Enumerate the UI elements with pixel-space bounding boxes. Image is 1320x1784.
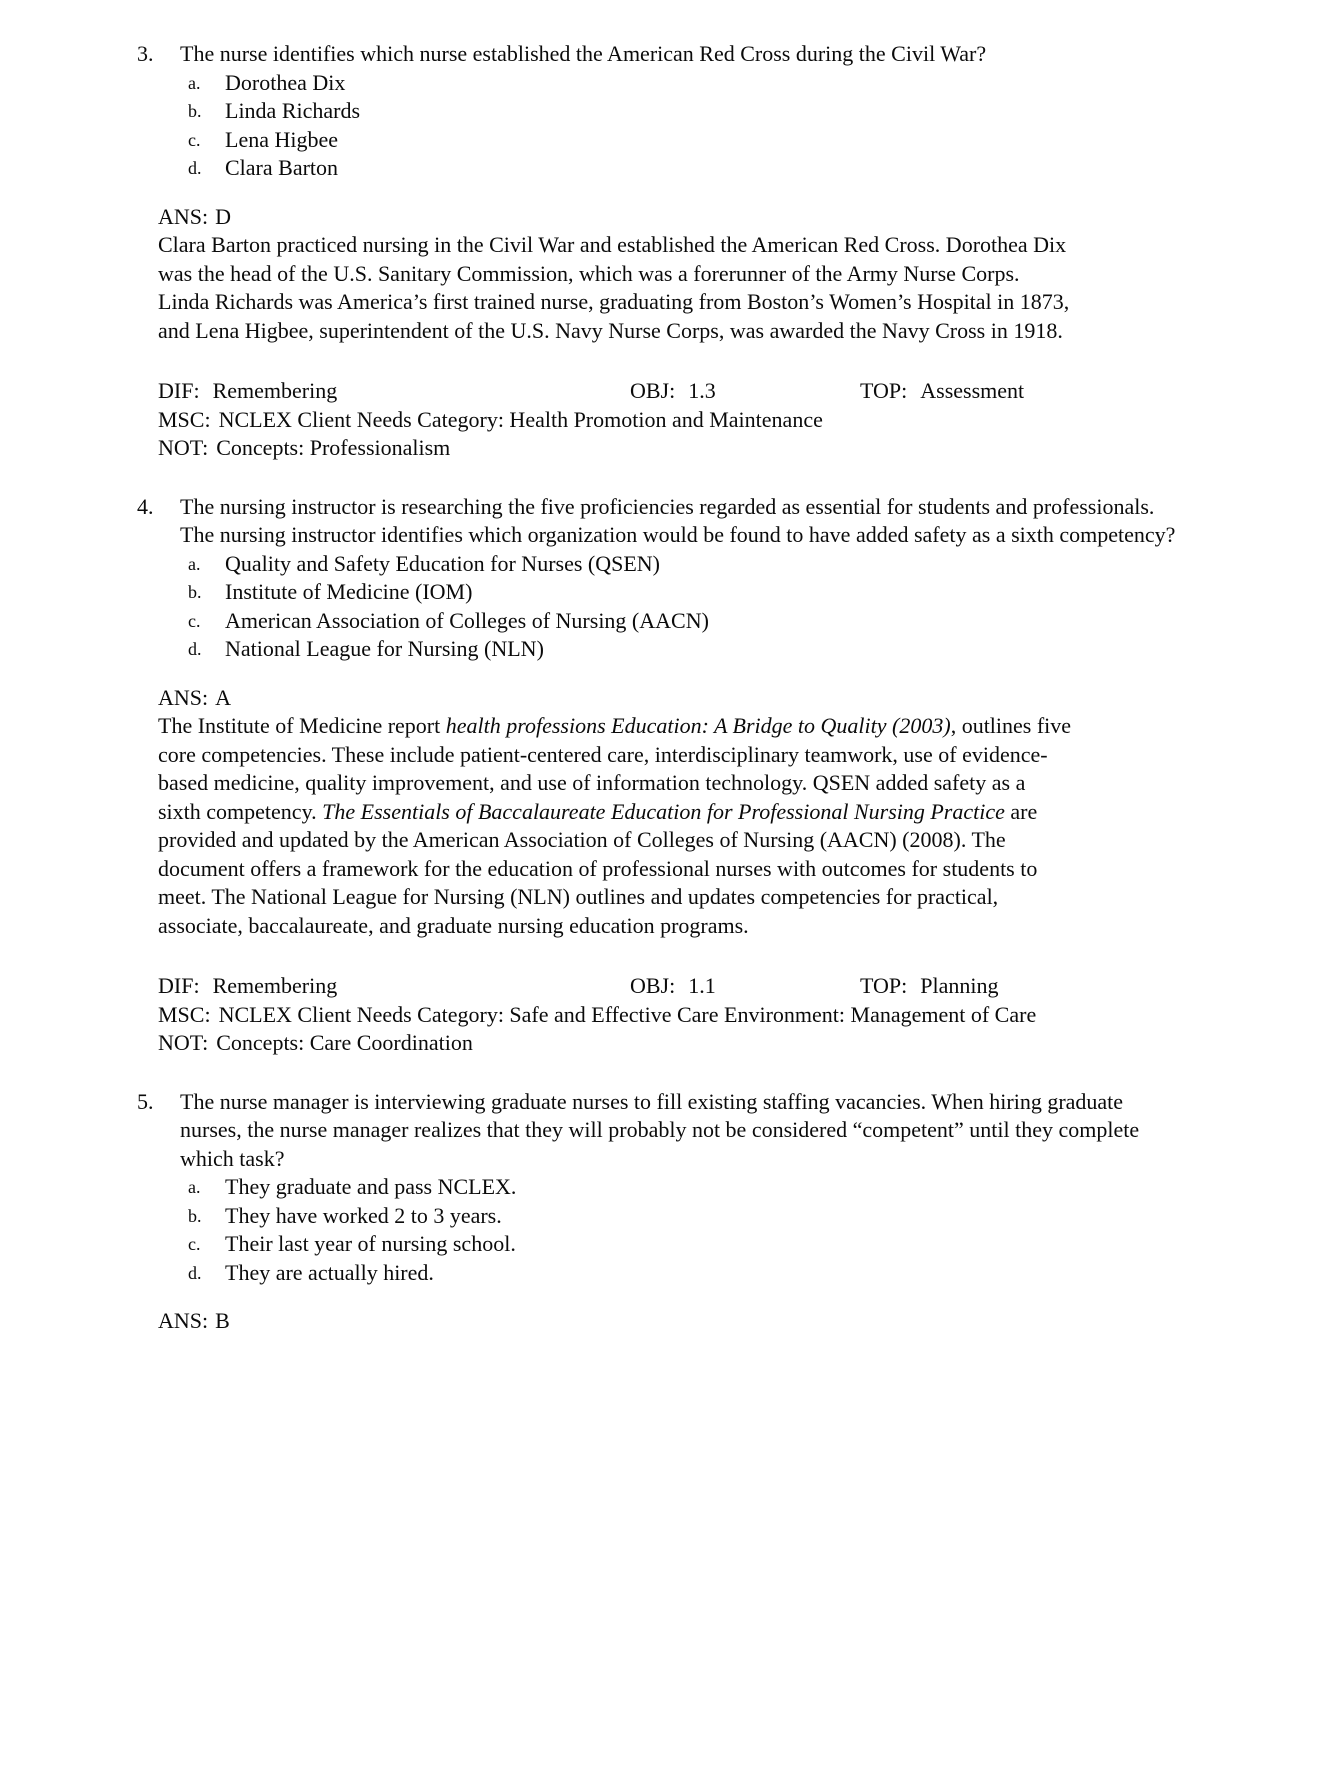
msc-label: MSC: — [158, 406, 211, 432]
answer-option-c — [188, 1230, 1180, 1259]
answer-value: B — [215, 1308, 230, 1333]
question-number: 3. — [137, 41, 154, 66]
option-text: Quality and Safety Education for Nurses (QSEN) — [225, 550, 661, 576]
dif-value: Remembering — [212, 378, 338, 403]
option-letter: a. — [188, 553, 201, 574]
question-block-5 — [137, 1088, 1210, 1336]
answer-line — [158, 203, 1073, 232]
not-label: NOT: — [158, 1030, 209, 1055]
question-stem: The nurse manager is interviewing graduate nurses to fill existing staffing vacancies. When hiring graduate nurses, the nurse manager realizes that they will probably not be considered “competent” until they complete which task? — [180, 1088, 1140, 1171]
option-text: Institute of Medicine (IOM) — [225, 579, 473, 604]
answer-line — [158, 684, 1073, 713]
question-content — [158, 493, 1180, 1058]
dif-cell — [158, 377, 630, 406]
answer-option-b — [188, 97, 1180, 126]
option-text: American Association of Colleges of Nursing (AACN) — [225, 607, 709, 633]
option-text: Clara Barton — [225, 155, 339, 180]
answer-option-c — [188, 126, 1180, 155]
answer-block — [158, 1307, 1073, 1336]
options-list — [188, 550, 1180, 664]
option-letter: d. — [188, 1262, 202, 1283]
obj-cell — [630, 377, 860, 406]
dif-obj-top-row — [158, 972, 1088, 1001]
answer-option-a — [188, 550, 1180, 579]
question-block-3 — [137, 40, 1210, 463]
not-value: Concepts: Care Coordination — [216, 1030, 473, 1055]
top-label: TOP: — [860, 973, 908, 998]
answer-value: D — [215, 203, 232, 229]
obj-label: OBJ: — [630, 378, 676, 403]
option-letter: a. — [188, 72, 201, 93]
obj-value: 1.1 — [688, 973, 716, 998]
answer-value: A — [215, 684, 232, 710]
not-line — [158, 434, 1088, 463]
option-text: Lena Higbee — [225, 126, 338, 152]
not-value: Concepts: Professionalism — [216, 435, 451, 460]
italic-text-segment: health professions Education: A Bridge to Quality (2003) — [445, 713, 951, 738]
option-text: They are actually hired. — [225, 1259, 434, 1285]
option-text: Their last year of nursing school. — [225, 1231, 516, 1256]
text-segment: The Institute of Medicine report — [158, 713, 446, 738]
italic-text-segment: The Essentials of Baccalaureate Education for Professional Nursing Practice — [322, 798, 1005, 824]
option-text: National League for Nursing (NLN) — [225, 636, 544, 661]
top-label: TOP: — [860, 378, 908, 403]
question-metadata — [158, 972, 1088, 1058]
top-value: Assessment — [920, 378, 1025, 403]
option-text: Dorothea Dix — [225, 69, 346, 95]
dif-obj-top-row — [158, 377, 1088, 406]
answer-option-d — [188, 635, 1180, 664]
text-segment: Clara Barton practiced nursing in the Civil War and established the American Red Cross. Dorothea Dix was the head of the U.S. Sanitary Commission, which was a forerunner of the Army Nurse Corps. Linda Richards was America’s first trained nurse, graduating from Boston’s Women’s Hospital in 1873, and Lena Higbee, superintendent of the U.S. Navy Nurse Corps, was awarded the Navy Cross in 1918. — [158, 232, 1070, 343]
not-line — [158, 1029, 1088, 1058]
msc-line — [158, 406, 1088, 435]
obj-cell — [630, 972, 860, 1001]
answer-block — [158, 684, 1073, 941]
not-label: NOT: — [158, 435, 209, 460]
msc-line — [158, 1001, 1088, 1030]
option-text: They have worked 2 to 3 years. — [225, 1202, 502, 1228]
answer-block — [158, 203, 1073, 346]
msc-value: NCLEX Client Needs Category: Safe and Effective Care Environment: Management of Care — [218, 1001, 1037, 1027]
option-letter: c. — [188, 1234, 201, 1254]
option-text: Linda Richards — [225, 98, 361, 123]
rationale-text — [158, 712, 1073, 940]
question-metadata — [158, 377, 1088, 463]
option-text: They graduate and pass NCLEX. — [225, 1174, 517, 1199]
answer-label: ANS: — [158, 684, 209, 710]
top-cell — [860, 972, 999, 1001]
answer-option-a — [188, 69, 1180, 98]
rationale-text — [158, 231, 1073, 345]
answer-option-c — [188, 607, 1180, 636]
options-list — [188, 1173, 1180, 1287]
answer-label: ANS: — [158, 1308, 209, 1333]
top-cell — [860, 377, 1024, 406]
dif-label: DIF: — [158, 378, 200, 403]
question-content — [158, 1088, 1180, 1336]
answer-option-d — [188, 154, 1180, 183]
top-value: Planning — [920, 973, 999, 998]
option-letter: c. — [188, 610, 201, 631]
option-letter: d. — [188, 158, 202, 178]
question-number: 5. — [137, 1088, 154, 1114]
obj-label: OBJ: — [630, 973, 676, 998]
option-letter: c. — [188, 129, 201, 150]
question-stem: The nursing instructor is researching the five proficiencies regarded as essential for students and professionals. The nursing instructor identifies which organization would be found to have added safety as a sixth competency? — [180, 493, 1176, 547]
question-block-4 — [137, 493, 1210, 1058]
question-number: 4. — [137, 493, 154, 519]
question-content — [158, 40, 1180, 463]
answer-line — [158, 1307, 1073, 1336]
obj-value: 1.3 — [688, 378, 716, 403]
dif-cell — [158, 972, 630, 1001]
option-letter: d. — [188, 639, 202, 659]
option-letter: b. — [188, 582, 202, 602]
answer-option-b — [188, 1202, 1180, 1231]
options-list — [188, 69, 1180, 183]
answer-option-d — [188, 1259, 1180, 1288]
option-letter: b. — [188, 1205, 202, 1226]
dif-value: Remembering — [212, 973, 338, 998]
text-segment: , outlines five core competencies. These include patient-centered care, interdisciplinary teamwork, use of evidence-based medicine, quality improvement, and use of information technology. QSEN added safety as a sixth competency. — [158, 713, 1072, 824]
msc-label: MSC: — [158, 1001, 211, 1027]
dif-label: DIF: — [158, 973, 200, 998]
question-stem: The nurse identifies which nurse established the American Red Cross during the Civil War? — [180, 41, 987, 66]
msc-value: NCLEX Client Needs Category: Health Promotion and Maintenance — [218, 406, 823, 432]
text-segment: are provided and updated by the American Association of Colleges of Nursing (AACN) (2008). The document offers a framework for the education of professional nurses with outcomes for students to meet. The National League for Nursing (NLN) outlines and updates competencies for practical, associate, baccalaureate, and graduate nursing education programs. — [158, 798, 1038, 938]
answer-option-a — [188, 1173, 1180, 1202]
option-letter: b. — [188, 101, 202, 121]
answer-label: ANS: — [158, 203, 209, 229]
answer-option-b — [188, 578, 1180, 607]
option-letter: a. — [188, 1177, 201, 1197]
